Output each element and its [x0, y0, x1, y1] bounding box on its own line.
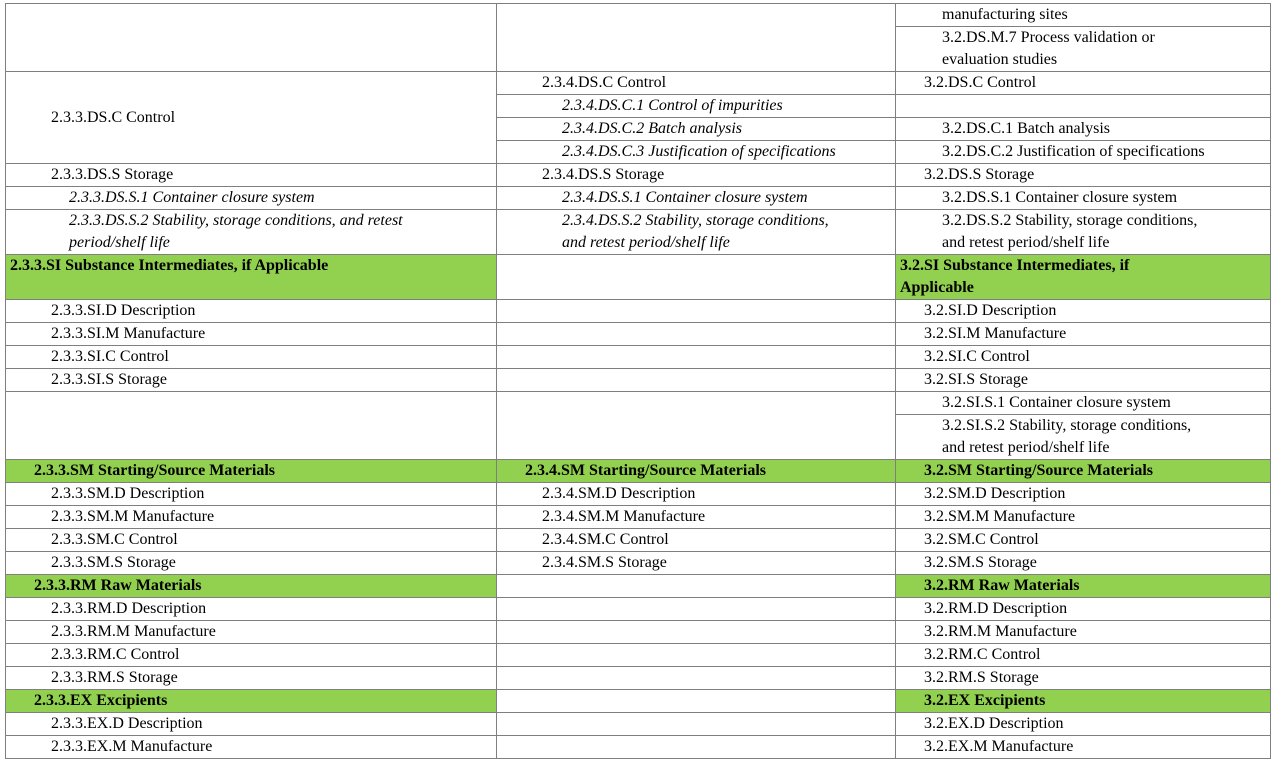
section-header-cell: 2.3.3.EX Excipients [6, 690, 497, 713]
table-cell-empty [497, 392, 896, 460]
table-cell-text: 2.3.4.SM.M Manufacture [497, 506, 896, 529]
table-cell-text [497, 210, 896, 255]
table-cell-text: 3.2.RM.S Storage [896, 667, 1271, 690]
table-cell-empty [497, 575, 896, 598]
section-header-row [6, 690, 1271, 713]
table-row [6, 529, 1271, 552]
table-row [6, 323, 1271, 346]
cell-line: and retest period/shelf life [562, 234, 730, 251]
table-cell-text: manufacturing sites [896, 4, 1271, 27]
table-cell-text: 3.2.DS.C Control [896, 72, 1271, 95]
cell-line: and retest period/shelf life [942, 234, 1110, 251]
table-cell-text [896, 27, 1271, 72]
cell-line: 3.2.DS.S.2 Stability, storage conditions, [942, 212, 1198, 229]
table-cell-text: 3.2.SI.M Manufacture [896, 323, 1271, 346]
section-header-cell: 3.2.RM Raw Materials [896, 575, 1271, 598]
table-cell-text: 3.2.SM.C Control [896, 529, 1271, 552]
table-cell-text: 2.3.3.SM.D Description [6, 483, 497, 506]
table-cell-text: 2.3.4.SM.S Storage [497, 552, 896, 575]
table-row [6, 713, 1271, 736]
cell-line: period/shelf life [69, 234, 170, 251]
section-header-cell: 2.3.3.SM Starting/Source Materials [6, 460, 497, 483]
section-header-cell [896, 255, 1271, 300]
table-cell-text: 3.2.SI.D Description [896, 300, 1271, 323]
table-cell-empty [497, 4, 896, 72]
table-cell-empty [497, 690, 896, 713]
section-header-cell: 3.2.SM Starting/Source Materials [896, 460, 1271, 483]
table-cell-text: 2.3.3.SM.S Storage [6, 552, 497, 575]
table-cell-text: 2.3.4.DS.C.1 Control of impurities [497, 95, 896, 118]
table-row [6, 300, 1271, 323]
table-cell-empty [497, 713, 896, 736]
table-row [6, 506, 1271, 529]
ctd-mapping-table [5, 3, 1271, 759]
table-cell-text: 3.2.DS.C.1 Batch analysis [896, 118, 1271, 141]
table-cell-text: 3.2.SM.M Manufacture [896, 506, 1271, 529]
cell-line: Applicable [900, 279, 974, 296]
table-row [6, 72, 1271, 95]
section-header-row [6, 460, 1271, 483]
table-cell-text: 2.3.3.RM.S Storage [6, 667, 497, 690]
table-cell-text: 3.2.SI.C Control [896, 346, 1271, 369]
cell-line: evaluation studies [942, 51, 1058, 68]
table-cell-empty [497, 598, 896, 621]
table-cell-text: 3.2.SM.D Description [896, 483, 1271, 506]
table-cell-text: 2.3.4.DS.C Control [497, 72, 896, 95]
table-row [6, 210, 1271, 255]
table-cell-text: 3.2.DS.C.2 Justification of specifications [896, 141, 1271, 164]
table-row [6, 164, 1271, 187]
table-cell-empty [497, 644, 896, 667]
section-header-cell: 3.2.EX Excipients [896, 690, 1271, 713]
table-row [6, 346, 1271, 369]
table-cell-text: 2.3.4.DS.S Storage [497, 164, 896, 187]
table-cell-text: 3.2.RM.C Control [896, 644, 1271, 667]
table-cell-empty [497, 736, 896, 759]
table-cell-text: 2.3.3.RM.C Control [6, 644, 497, 667]
table-cell-text: 3.2.RM.D Description [896, 598, 1271, 621]
cell-line: 2.3.3.DS.S.2 Stability, storage conditions, and retest [69, 212, 403, 229]
table-cell-text: 2.3.3.SI.S Storage [6, 369, 497, 392]
table-cell-text: 2.3.4.SM.C Control [497, 529, 896, 552]
table-cell-text: 3.2.SI.S.1 Container closure system [896, 392, 1271, 415]
table-row [6, 483, 1271, 506]
section-header-row [6, 255, 1271, 300]
table-cell-empty [6, 392, 497, 460]
table-cell-text: 2.3.3.SI.M Manufacture [6, 323, 497, 346]
table-cell-text: 2.3.3.RM.M Manufacture [6, 621, 497, 644]
table-row [6, 621, 1271, 644]
table-cell-text: 3.2.EX.D Description [896, 713, 1271, 736]
cell-line: 2.3.4.DS.S.2 Stability, storage conditions, [562, 212, 829, 229]
table-row [6, 644, 1271, 667]
cell-line: and retest period/shelf life [942, 439, 1110, 456]
table-cell-text: 2.3.3.SI.D Description [6, 300, 497, 323]
table-cell-text: 3.2.DS.S.1 Container closure system [896, 187, 1271, 210]
table-cell-empty [497, 255, 896, 300]
table-cell-text: 2.3.3.SM.M Manufacture [6, 506, 497, 529]
table-row [6, 392, 1271, 415]
table-cell-text [896, 415, 1271, 460]
table-cell-text: 3.2.SI.S Storage [896, 369, 1271, 392]
table-row [6, 187, 1271, 210]
table-cell-text: 2.3.3.SM.C Control [6, 529, 497, 552]
table-row [6, 667, 1271, 690]
table-row [6, 369, 1271, 392]
ctd-mapping-table-container [5, 3, 1270, 759]
table-cell-text [896, 210, 1271, 255]
section-header-cell: 2.3.4.SM Starting/Source Materials [497, 460, 896, 483]
table-cell-text: 2.3.4.SM.D Description [497, 483, 896, 506]
cell-line: 3.2.DS.M.7 Process validation or [942, 29, 1155, 46]
table-cell-text: 2.3.4.DS.C.3 Justification of specifications [497, 141, 896, 164]
table-cell-text: 2.3.3.EX.M Manufacture [6, 736, 497, 759]
table-cell-empty [497, 346, 896, 369]
section-header-cell: 2.3.3.RM Raw Materials [6, 575, 497, 598]
table-cell-text: 2.3.3.DS.S.1 Container closure system [6, 187, 497, 210]
table-cell-empty [896, 95, 1271, 118]
table-row [6, 598, 1271, 621]
table-cell-empty [6, 4, 497, 72]
cell-line: 3.2.SI.S.2 Stability, storage conditions, [942, 417, 1192, 434]
table-cell-text: 3.2.DS.S Storage [896, 164, 1271, 187]
table-cell-text [6, 210, 497, 255]
table-row [6, 552, 1271, 575]
table-cell-text: 2.3.3.DS.C Control [6, 72, 497, 164]
table-cell-text: 2.3.3.SI.C Control [6, 346, 497, 369]
table-cell-empty [497, 323, 896, 346]
cell-line [942, 27, 1268, 71]
table-cell-text: 2.3.3.RM.D Description [6, 598, 497, 621]
table-cell-empty [497, 300, 896, 323]
table-cell-text: 3.2.SM.S Storage [896, 552, 1271, 575]
table-cell-text: 3.2.EX.M Manufacture [896, 736, 1271, 759]
table-cell-empty [497, 667, 896, 690]
table-row [6, 736, 1271, 759]
table-cell-empty [497, 621, 896, 644]
section-header-cell: 2.3.3.SI Substance Intermediates, if Applicable [6, 255, 497, 300]
table-cell-empty [497, 369, 896, 392]
table-cell-text: 2.3.3.EX.D Description [6, 713, 497, 736]
table-cell-text: 2.3.3.DS.S Storage [6, 164, 497, 187]
table-cell-text: 2.3.4.DS.C.2 Batch analysis [497, 118, 896, 141]
section-header-row [6, 575, 1271, 598]
cell-line: 3.2.SI Substance Intermediates, if [900, 257, 1130, 274]
table-cell-text: 2.3.4.DS.S.1 Container closure system [497, 187, 896, 210]
table-row [6, 4, 1271, 27]
table-cell-text: 3.2.RM.M Manufacture [896, 621, 1271, 644]
